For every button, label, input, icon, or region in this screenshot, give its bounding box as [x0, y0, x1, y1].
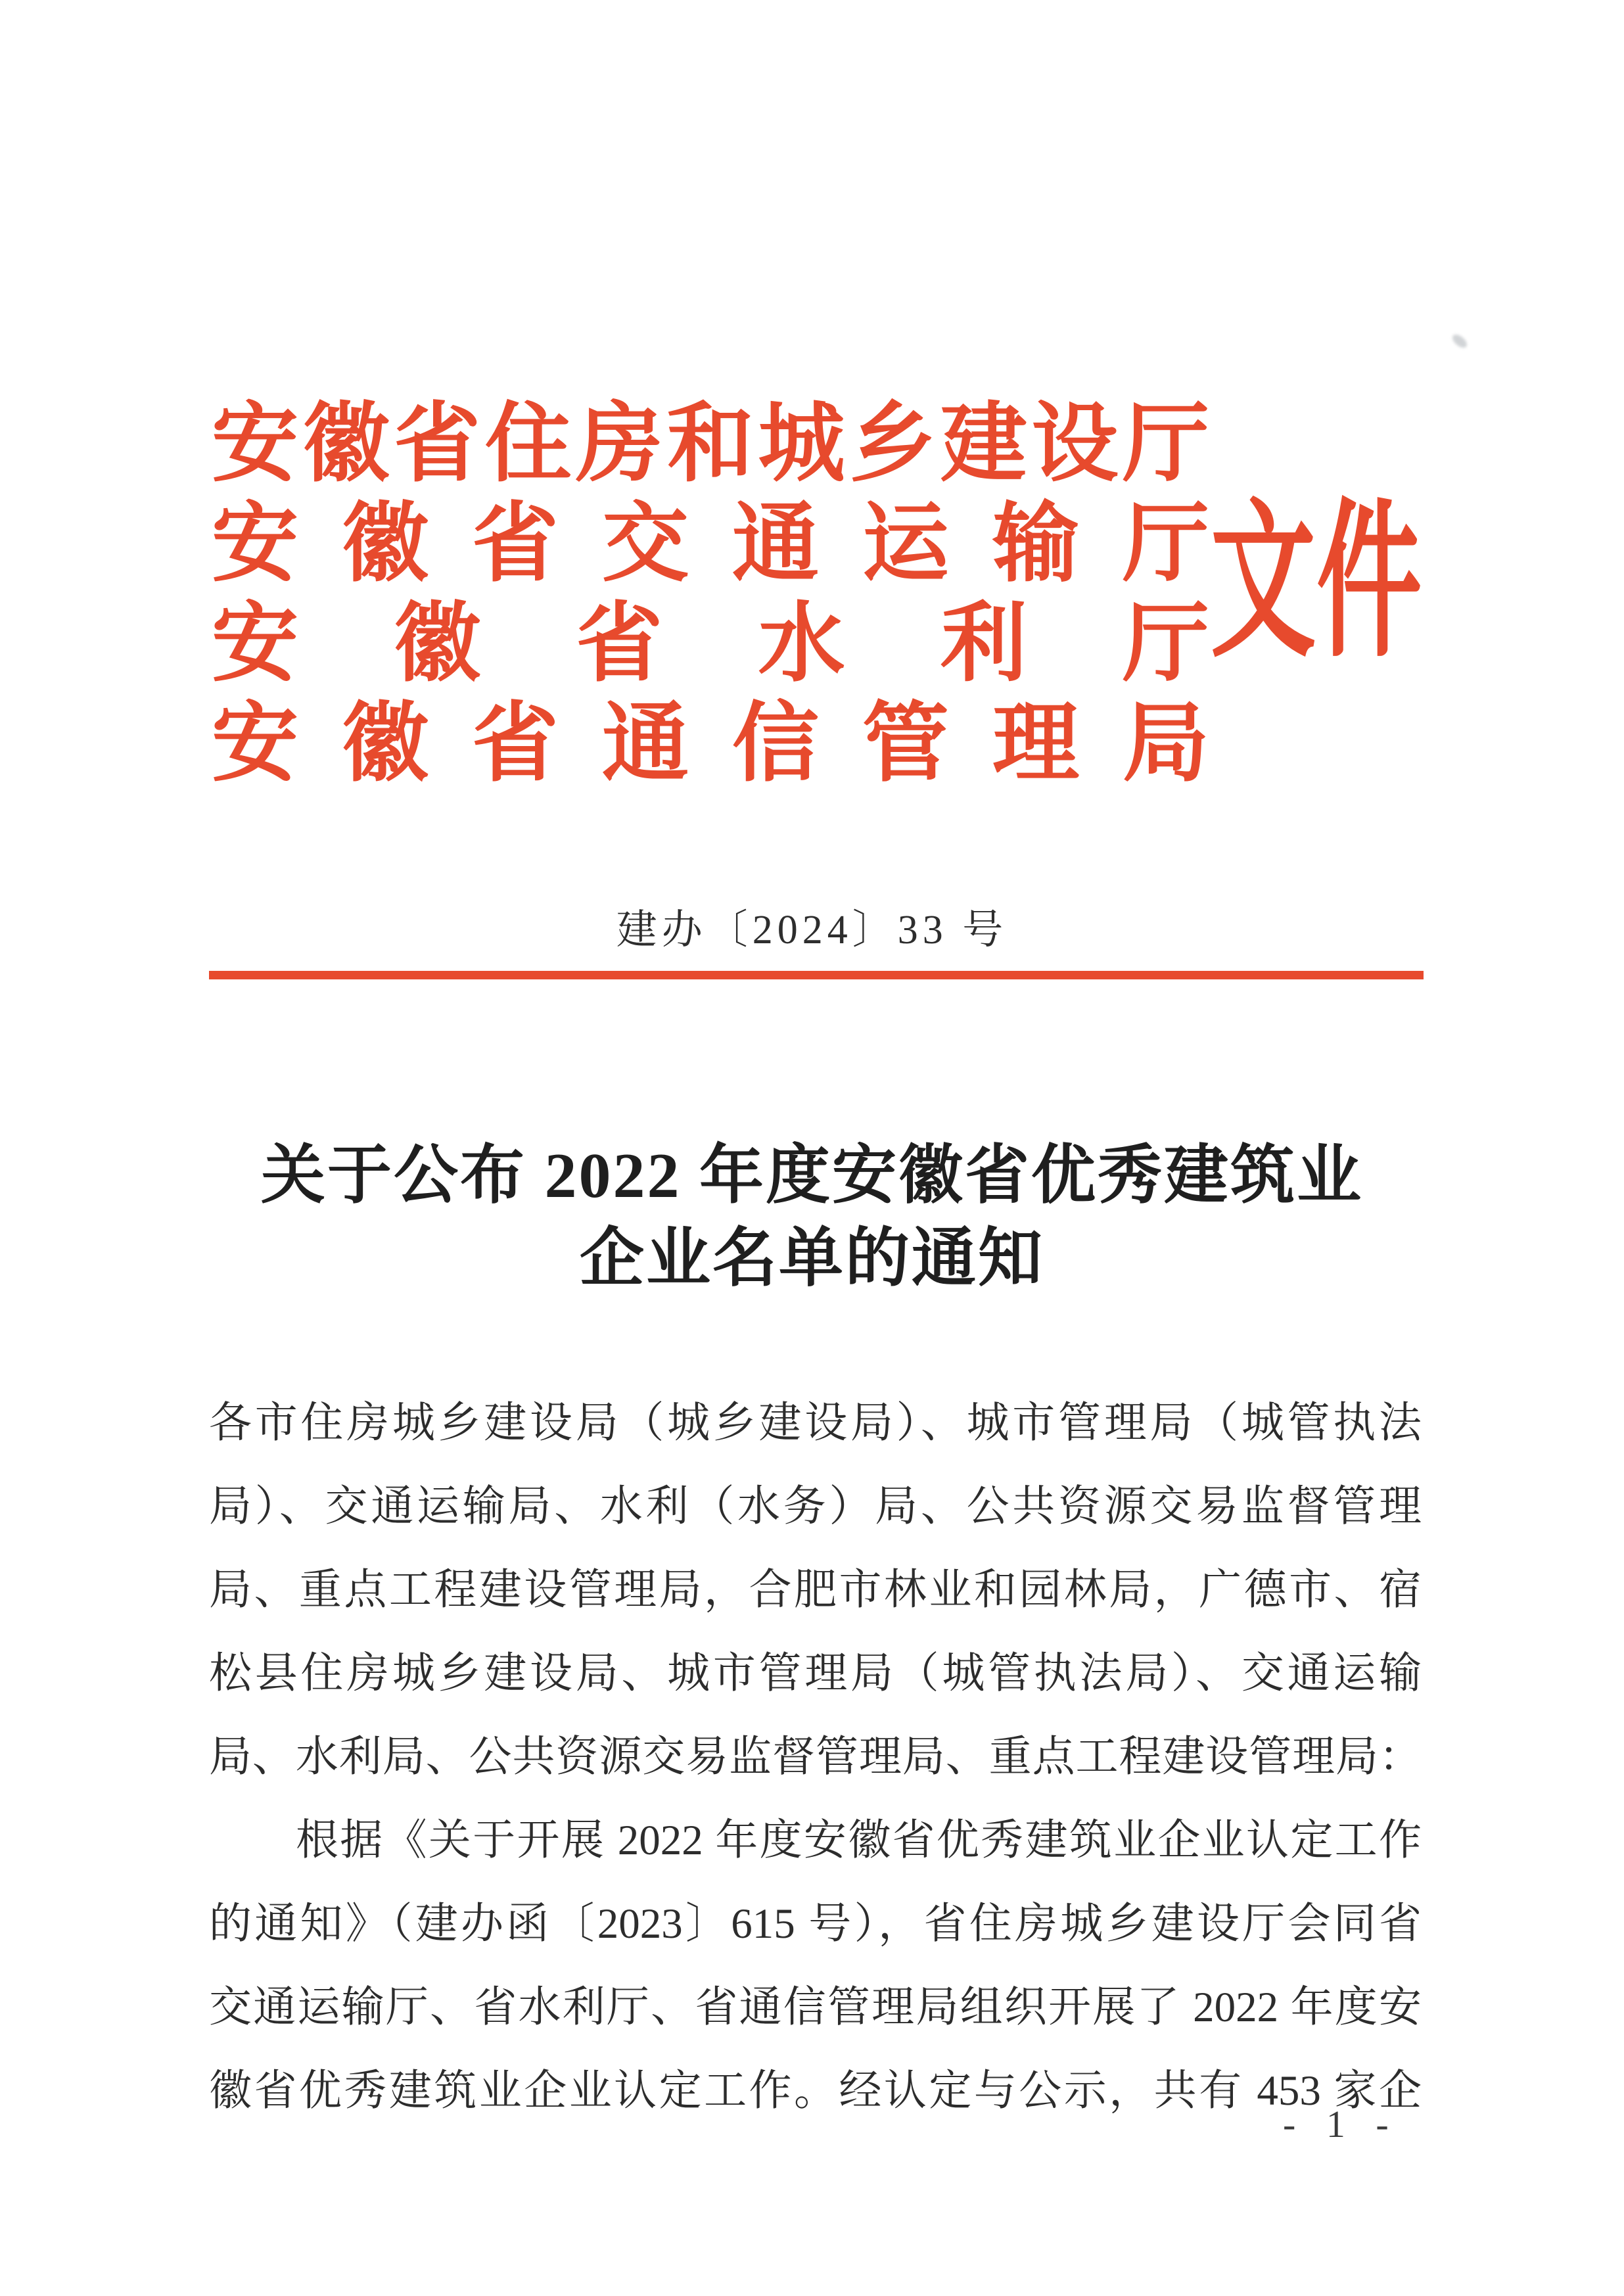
document-title-line-2: 企业名单的通知 [579, 1223, 1044, 1294]
agency-name-column [212, 394, 1209, 794]
body-line: 局）、交通运输局、水利（水务）局、公共资源交易监督管理 [209, 1483, 1422, 1530]
body-line: 的通知》（建办函〔2023〕615 号），省住房城乡建设厅会同省 [209, 1900, 1422, 1948]
body-line: 局、水利局、公共资源交易监督管理局、重点工程建设管理局： [209, 1733, 1422, 1781]
agency-line-housing: 安徽省住房和城乡建设厅 [212, 396, 1209, 492]
document-body [209, 1382, 1422, 2133]
document-title-line-1: 关于公布 2022 年度安徽省优秀建筑业 [260, 1140, 1363, 1211]
red-letterhead [212, 394, 1424, 794]
document-title [0, 1135, 1624, 1300]
body-line: 松县住房城乡建设局、城市管理局（城管执法局）、交通运输 [209, 1650, 1422, 1697]
agency-line-water: 安徽省水利厅 [212, 596, 1209, 692]
document-number: 建办〔2024〕33 号 [616, 908, 1008, 952]
body-line: 局、重点工程建设管理局，合肥市林业和园林局，广德市、宿 [209, 1566, 1422, 1614]
agency-line-transport: 安徽省交通运输厅 [212, 496, 1209, 592]
body-line: 各市住房城乡建设局（城乡建设局）、城市管理局（城管执法 [209, 1399, 1422, 1447]
page-number: - 1 - [1283, 2103, 1399, 2145]
body-line-paragraph-start: 根据《关于开展 2022 年度安徽省优秀建筑业企业认定工作 [296, 1817, 1422, 1864]
red-divider-line [209, 971, 1424, 979]
body-line: 交通运输厅、省水利厅、省通信管理局组织开展了 2022 年度安 [209, 1984, 1422, 2031]
agency-line-communications: 安徽省通信管理局 [212, 695, 1209, 792]
body-line: 徽省优秀建筑业企业认定工作。经认定与公示，共有 453 家企 [209, 2067, 1422, 2115]
scan-smudge-artifact [1450, 332, 1470, 350]
document-type-label: 文件 [1211, 489, 1423, 677]
